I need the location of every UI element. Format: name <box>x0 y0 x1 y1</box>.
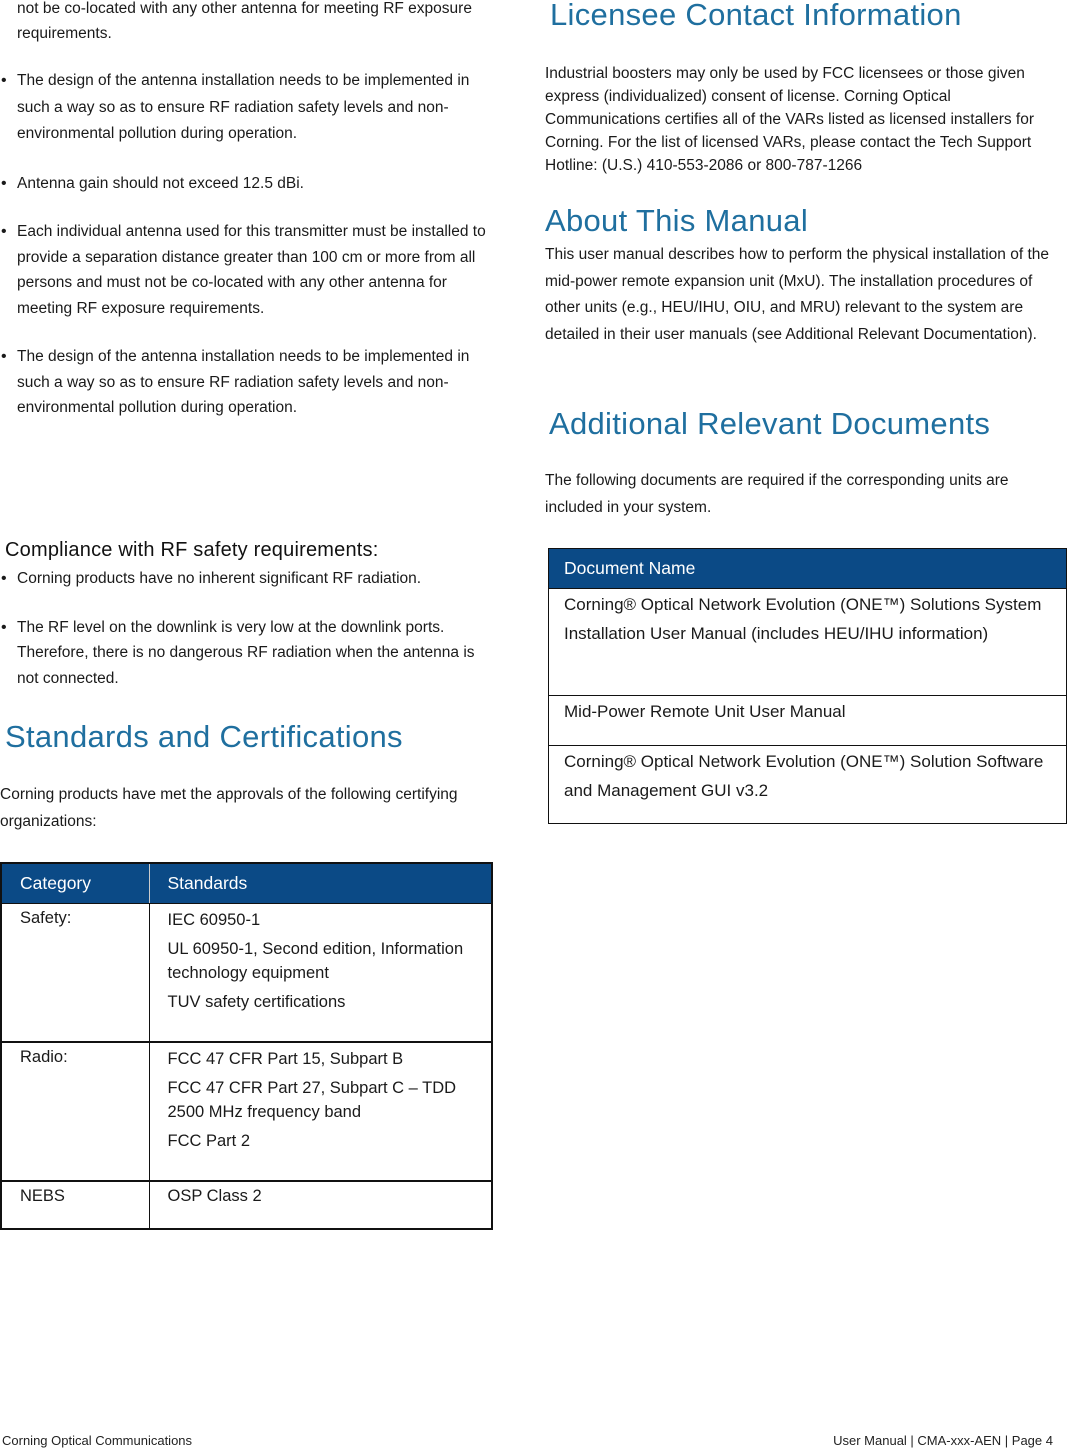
list-item: • The RF level on the downlink is very low at the downlink ports. Therefore, there is no dangerous RF radiation when the antenna is not connected. <box>0 615 494 692</box>
antenna-requirements-list <box>0 68 494 421</box>
docs-heading: Additional Relevant Documents <box>549 406 991 441</box>
column-header-standards: Standards <box>149 863 492 903</box>
documents-table <box>548 548 1067 824</box>
document-cell: Mid-Power Remote Unit User Manual <box>549 696 1067 746</box>
docs-intro: The following documents are required if the corresponding units are included in your system. <box>545 472 1009 516</box>
list-item: • The design of the antenna installation needs to be implemented in such a way so as to ensure RF radiation safety levels and non-environmental pollution during operation. <box>0 344 494 421</box>
intro-tail-text: not be co-located with any other antenna for meeting RF exposure requirements. <box>17 0 472 42</box>
table-row <box>1 1181 492 1229</box>
standards-intro: Corning products have met the approvals of the following certifying organizations: <box>0 786 458 830</box>
standard-item: OSP Class 2 <box>167 1187 262 1205</box>
standard-item: FCC 47 CFR Part 15, Subpart B <box>167 1050 404 1068</box>
standards-cell <box>149 1181 492 1229</box>
table-row <box>1 903 492 1042</box>
table-row <box>549 746 1067 824</box>
compliance-heading: Compliance with RF safety requirements: <box>5 539 379 561</box>
about-heading: About This Manual <box>545 203 809 238</box>
table-row <box>549 589 1067 696</box>
standard-item: UL 60950-1, Second edition, Information technology equipment <box>167 939 464 982</box>
column-header-category: Category <box>1 863 149 903</box>
table-row <box>549 696 1067 746</box>
list-item: • Each individual antenna used for this transmitter must be installed to provide a separation distance greater than 100 cm or more from all persons and must not be co-located with any other antenna for meeting RF exposure requirements. <box>0 219 494 321</box>
about-text: This user manual describes how to perform the physical installation of the mid-power remote expansion unit (MxU). The installation procedures of other units (e.g., HEU/IHU, OIU, and MRU) relevant to the system are detailed in their user manuals (see Additional Relevant Documentation). <box>545 246 1049 343</box>
standards-table <box>0 862 493 1230</box>
document-cell: Corning® Optical Network Evolution (ONE™) Solution Software and Management GUI v3.2 <box>564 752 1044 800</box>
standards-heading: Standards and Certifications <box>5 719 403 754</box>
standard-item: TUV safety certifications <box>167 992 346 1011</box>
list-item: • The design of the antenna installation needs to be implemented in such a way so as to ensure RF radiation safety levels and non-environmental pollution during operation. <box>0 68 494 148</box>
licensee-heading: Licensee Contact Information <box>550 0 962 32</box>
footer-left: Corning Optical Communications <box>2 1433 193 1448</box>
category-cell: Safety: <box>1 903 149 1042</box>
standards-cell <box>149 903 492 1042</box>
standard-item: FCC 47 CFR Part 27, Subpart C – TDD 2500 MHz frequency band <box>167 1079 457 1121</box>
column-header-document-name: Document Name <box>549 549 1067 589</box>
category-cell: NEBS <box>1 1181 149 1229</box>
standard-item: IEC 60950-1 <box>167 910 261 929</box>
licensee-text: Industrial boosters may only be used by FCC licensees or those given express (individualized) consent of license. Corning Optical Communications certifies all of the VARs listed as licensed installers for Corning. For the list of licensed VARs, please contact the Tech Support Hotline: (U.S.) 410-553-2086 or 800-787-1266 <box>545 65 1035 174</box>
standard-item: FCC Part 2 <box>167 1132 251 1150</box>
list-item: • Antenna gain should not exceed 12.5 dBi. <box>0 171 494 197</box>
list-item: • Corning products have no inherent significant RF radiation. <box>0 566 494 592</box>
rf-safety-list <box>0 566 494 691</box>
document-cell: Corning® Optical Network Evolution (ONE™) Solutions System Installation User Manual (includes HEU/IHU information) <box>549 589 1067 696</box>
table-row <box>1 1042 492 1181</box>
standards-cell <box>149 1042 492 1181</box>
category-cell: Radio: <box>1 1042 149 1181</box>
footer-page-info: User Manual | CMA-xxx-AEN | Page 4 <box>833 1433 1053 1448</box>
